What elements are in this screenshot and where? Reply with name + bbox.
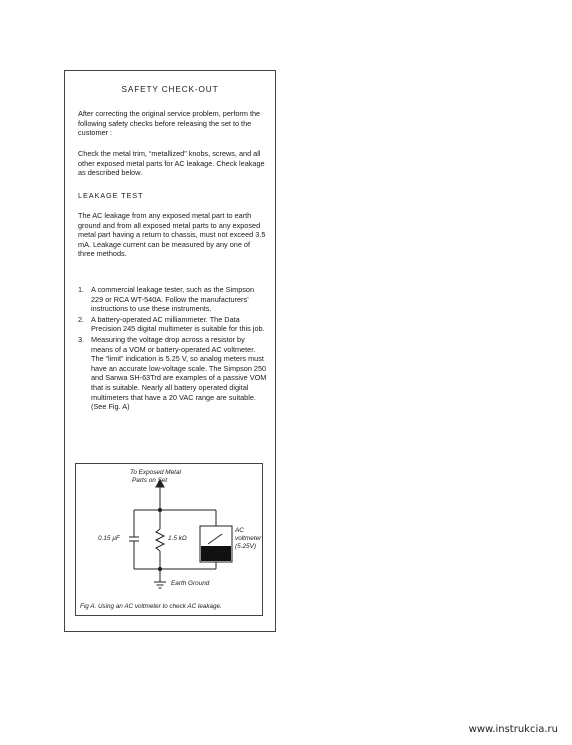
meter-label-1: AC: [235, 527, 244, 534]
methods-list: [78, 285, 268, 413]
figure-a: [75, 463, 263, 616]
intro-paragraph: After correcting the original service problem, perform the following safety checks before releasing the set to the customer :: [78, 109, 261, 138]
capacitor-label: 0.15 µF: [98, 535, 120, 542]
safety-checkout-panel: [64, 70, 276, 632]
ground-label: Earth Ground: [171, 580, 210, 587]
meter-label-2: voltmeter: [235, 535, 262, 542]
list-item: 1. A commercial leakage tester, such as the Simpson 229 or RCA WT-540A. Follow the manufacturers’ instructions to use these instruments.: [78, 285, 255, 314]
leakage-paragraph: The AC leakage from any exposed metal part to earth ground and from all exposed metal parts to any exposed metal part having a return to chassis, must not exceed 3.5 mA. Leakage current can be measured by any one of three methods.: [78, 211, 266, 259]
figure-label-top-1: To Exposed Metal: [130, 469, 181, 476]
resistor-zigzag: [156, 529, 164, 551]
figure-caption: Fig A. Using an AC voltmeter to check AC leakage.: [80, 603, 222, 610]
check-paragraph: Check the metal trim, “metallized” knobs, screws, and all other exposed metal parts for AC leakage. Check leakage as described below.: [78, 149, 265, 178]
list-item: 2. A battery-operated AC milliammeter. The Data Precision 245 digital multimeter is suitable for this job.: [78, 314, 265, 334]
meter-label-3: (5.25V): [235, 543, 256, 550]
list-item: 3. Measuring the voltage drop across a resistor by means of a VOM or battery-operated AC voltmeter. The “limit” indication is 5.25 V, so analog meters must have an accurate low-voltage scale. The Simpson 250 and Sanwa SH-63Trd are examples of a passive VOM that is suitable. Nearly all battery operated digital multimeters that have a 20 VAC range are suitable. (See Fig. A): [78, 334, 267, 412]
resistor-label: 1.5 kΩ: [168, 535, 187, 542]
figure-label-top-2: Parts on Set: [132, 477, 168, 484]
page-title: SAFETY CHECK-OUT: [121, 85, 219, 94]
watermark: www.instrukcia.ru: [468, 724, 558, 735]
leakage-heading: LEAKAGE TEST: [78, 191, 144, 200]
